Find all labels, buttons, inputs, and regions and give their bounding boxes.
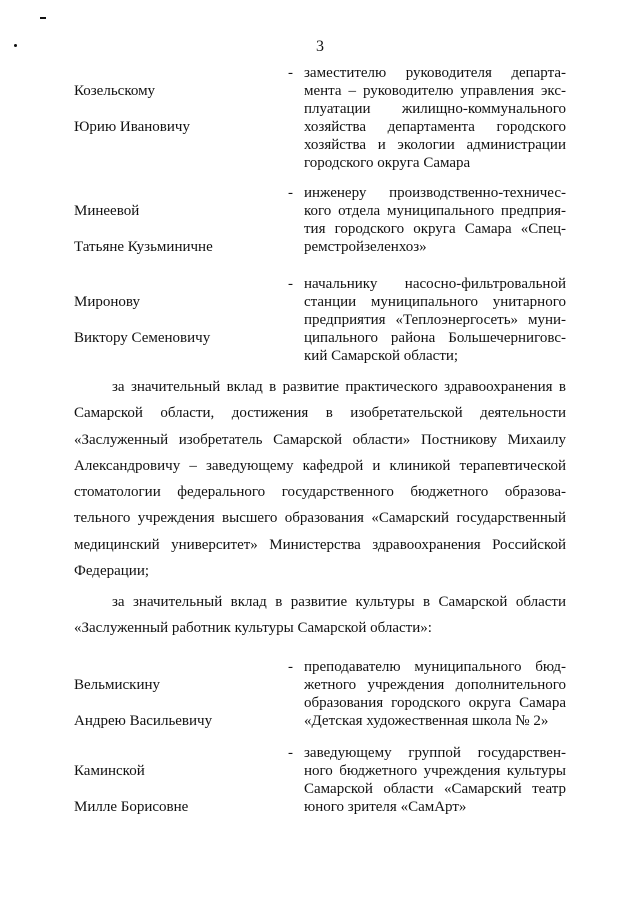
person-position: начальнику насосно-фильтровальной станции муниципального унитарного предприятия «Теплоэнергосеть» муни- ципального района Большечерниговс- кий Самарской области; bbox=[304, 276, 566, 364]
person-name: Миронову Виктору Семеновичу bbox=[74, 294, 211, 346]
person-position: заведующему группой государствен- ного бюджетного учреждения культуры Самарской области «Самарский театр юного зрителя «СамАрт» bbox=[304, 745, 566, 815]
scan-mark-top bbox=[40, 17, 46, 19]
person-position: заместителю руководителя департа- мента – руководителю управления экс- плуатации жилищно-коммунального хозяйства департамента городского хозяйства и экологии администрации городского округа Самара bbox=[304, 65, 566, 171]
person-name: Каминской Милле Борисовне bbox=[74, 763, 189, 815]
entry-dash: - bbox=[288, 65, 293, 81]
person-position: преподавателю муниципального бюд- жетного учреждения дополнительного образования городского округа Самара «Детская художественная школа № 2» bbox=[304, 659, 566, 729]
person-name: Вельмискину Андрею Васильевичу bbox=[74, 677, 213, 729]
entry-dash: - bbox=[288, 745, 293, 761]
page-number: 3 bbox=[316, 38, 324, 55]
person-name: Козельскому Юрию Ивановичу bbox=[74, 83, 190, 135]
entry-dash: - bbox=[288, 659, 293, 675]
person-position: инженеру производственно-техничес- кого отдела муниципального предприя- тия городского округа Самара «Спец- ремстройзеленхоз» bbox=[304, 185, 566, 255]
person-name: Минеевой Татьяне Кузьминичне bbox=[74, 203, 213, 255]
entry-dash: - bbox=[288, 185, 293, 201]
entry-dash: - bbox=[288, 276, 293, 292]
award-paragraph: за значительный вклад в развитие культуры в Самарской области «Заслуженный работник культуры Самарской области»: bbox=[74, 594, 566, 637]
award-paragraph: за значительный вклад в развитие практического здравоохранения в Самарской области, достижения в изобретательской деятельности «Заслуженный изобретатель Самарской области» Постникову Михаилу Александровичу – заведующему кафедрой и клиникой терапевтической стоматологии федерального государственного бюджетного образова- тельного учреждения высшего образования «Самарский государственный медицинский университет» Министерства здравоохранения Российской Федерации; bbox=[74, 379, 566, 580]
